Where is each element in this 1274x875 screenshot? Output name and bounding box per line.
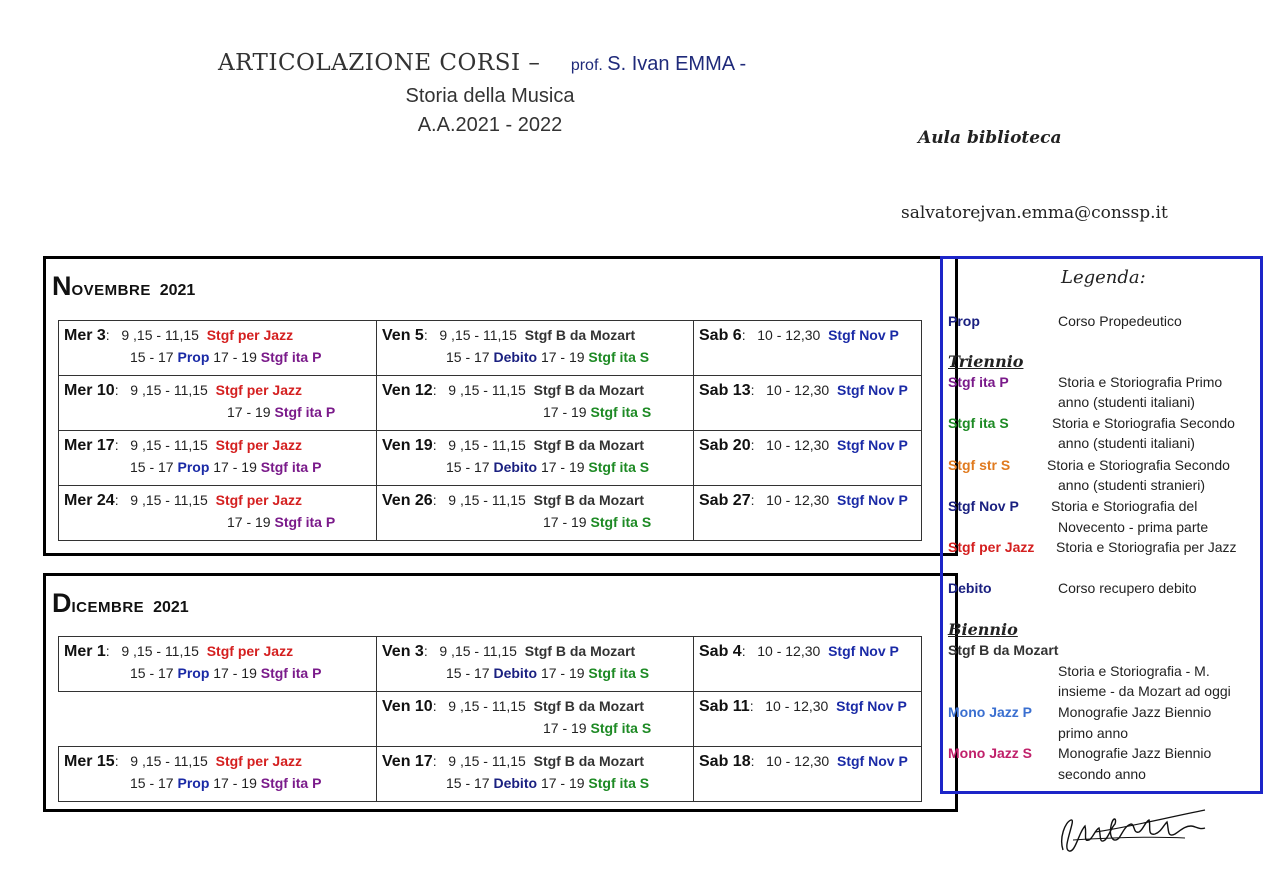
schedule-cell-ven: Ven 5: 9 ,15 - 11,15 Stgf B da Mozart 15 - 17 Debito 17 - 19 Stgf ita S [377,321,694,376]
schedule-cell-sab: Sab 6: 10 - 12,30 Stgf Nov P [694,321,922,376]
time-slot: 17 - 19 [540,665,585,681]
legend-desc-mono-s-2: secondo anno [1058,766,1146,782]
time-slot: 9 ,15 - 11,15 [448,437,526,453]
month-title-december: DICEMBRE 2021 [52,588,189,618]
course-code: Stgf Nov P [837,382,908,398]
time-slot: 17 - 19 [227,514,271,530]
schedule-cell-sab: Sab 18: 10 - 12,30 Stgf Nov P [694,747,922,802]
legend-code-str-s: Stgf str S [948,457,1011,473]
legend-title: Legenda: [1061,267,1146,288]
day-label: Mer 10 [64,382,115,399]
schedule-cell-ven: Ven 17: 9 ,15 - 11,15 Stgf B da Mozart 15 - 17 Debito 17 - 19 Stgf ita S [377,747,694,802]
legend-code-ita-s: Stgf ita S [948,415,1009,431]
schedule-row [59,637,922,692]
legend-desc-str-s-2: anno (studenti stranieri) [1058,477,1206,493]
legend-desc-nov-p-1: Storia e Storiografia del [1051,498,1198,514]
legend-desc-prop: Corso Propedeutico [1058,313,1182,329]
legend-code-ita-p: Stgf ita P [948,374,1009,390]
legend-desc-mozart-2: insieme - da Mozart ad oggi [1058,683,1231,699]
november-schedule [43,256,958,556]
day-label: Ven 5 [382,327,424,344]
schedule-cell-ven: Ven 26: 9 ,15 - 11,15 Stgf B da Mozart 17 - 19 Stgf ita S [377,486,694,541]
schedule-row [59,692,922,747]
academic-year: A.A.2021 - 2022 [417,114,563,136]
legend-section-biennio: Biennio [948,620,1018,639]
course-code: Stgf per Jazz [215,492,302,508]
time-slot: 15 - 17 [446,775,490,791]
time-slot: 9 ,15 - 11,15 [439,327,517,343]
course-code: Debito [493,459,538,475]
course-code: Stgf B da Mozart [524,327,636,343]
course-code: Stgf ita S [588,775,650,791]
time-slot: 9 ,15 - 11,15 [121,327,199,343]
legend-code-mono-s: Mono Jazz S [948,745,1033,761]
legend-desc-ita-p-2: anno (studenti italiani) [1058,394,1195,410]
schedule-cell-ven: Ven 19: 9 ,15 - 11,15 Stgf B da Mozart 15 - 17 Debito 17 - 19 Stgf ita S [377,431,694,486]
time-slot: 17 - 19 [213,459,257,475]
course-code: Stgf B da Mozart [533,753,645,769]
november-table [58,320,922,541]
day-label: Ven 26 [382,492,433,509]
legend-desc-nov-p-2: Novecento - prima parte [1058,519,1209,535]
course-code: Debito [493,775,538,791]
course-code: Stgf Nov P [828,327,899,343]
course-code: Stgf ita S [590,404,652,420]
time-slot: 10 - 12,30 [757,643,821,659]
day-label: Mer 17 [64,437,115,454]
course-code: Stgf per Jazz [206,327,294,343]
course-code: Stgf Nov P [828,643,899,659]
course-code: Stgf per Jazz [206,643,294,659]
legend-desc-ita-p-1: Storia e Storiografia Primo [1058,374,1223,390]
schedule-cell-mer: Mer 1: 9 ,15 - 11,15 Stgf per Jazz 15 - 17 Prop 17 - 19 Stgf ita P [59,637,377,692]
day-label: Sab 18 [699,753,751,770]
schedule-row [59,376,922,431]
time-slot: 10 - 12,30 [757,327,821,343]
schedule-cell-mer: Mer 3: 9 ,15 - 11,15 Stgf per Jazz 15 - 17 Prop 17 - 19 Stgf ita P [59,321,377,376]
day-label: Mer 24 [64,492,115,509]
legend-desc-mono-s-1: Monografie Jazz Biennio [1058,745,1212,761]
time-slot: 15 - 17 [130,459,174,475]
time-slot: 15 - 17 [446,665,490,681]
schedule-row [59,486,922,541]
day-label: Ven 17 [382,753,433,770]
legend-section-triennio: Triennio [948,352,1024,371]
schedule-cell-mer: Mer 24: 9 ,15 - 11,15 Stgf per Jazz 17 - 19 Stgf ita P [59,486,377,541]
time-slot: 17 - 19 [540,775,585,791]
course-code: Prop [177,775,210,791]
day-label: Ven 19 [382,437,433,454]
schedule-cell-sab: Sab 11: 10 - 12,30 Stgf Nov P [694,692,922,747]
prof-label: prof. [570,57,603,74]
time-slot: 17 - 19 [540,459,585,475]
course-code: Stgf Nov P [837,753,908,769]
course-code: Stgf B da Mozart [533,492,645,508]
time-slot: 15 - 17 [130,665,174,681]
title-main: ARTICOLAZIONE CORSI – [218,50,541,76]
legend-desc-jazz: Storia e Storiografia per Jazz [1056,539,1237,555]
document-title [218,50,746,76]
time-slot: 9 ,15 - 11,15 [448,698,526,714]
course-code: Stgf per Jazz [215,382,302,398]
day-label: Ven 10 [382,698,433,715]
legend-box [940,256,1263,794]
course-code: Stgf ita S [590,720,652,736]
time-slot: 9 ,15 - 11,15 [130,437,208,453]
course-code: Stgf B da Mozart [533,437,645,453]
time-slot: 9 ,15 - 11,15 [130,492,208,508]
course-code: Prop [177,459,210,475]
time-slot: 9 ,15 - 11,15 [439,643,517,659]
course-code: Prop [177,349,210,365]
course-code: Stgf Nov P [837,437,908,453]
time-slot: 15 - 17 [130,349,174,365]
time-slot: 15 - 17 [446,459,490,475]
legend-code-mono-p: Mono Jazz P [948,704,1033,720]
schedule-cell-ven: Ven 10: 9 ,15 - 11,15 Stgf B da Mozart 17 - 19 Stgf ita S [377,692,694,747]
legend-desc-mono-p-1: Monografie Jazz Biennio [1058,704,1212,720]
legend-desc-debito: Corso recupero debito [1058,580,1197,596]
legend-code-debito: Debito [948,580,992,596]
schedule-row [59,747,922,802]
legend-desc-ita-s-2: anno (studenti italiani) [1058,435,1195,451]
time-slot: 17 - 19 [213,665,257,681]
time-slot: 9 ,15 - 11,15 [448,492,526,508]
course-code: Debito [493,665,538,681]
day-label: Sab 4 [699,643,742,660]
time-slot: 10 - 12,30 [766,382,830,398]
time-slot: 17 - 19 [213,775,257,791]
legend-desc-str-s-1: Storia e Storiografia Secondo [1047,457,1230,473]
day-label: Sab 13 [699,382,751,399]
course-code: Stgf ita S [588,459,650,475]
day-label: Sab 11 [699,698,750,715]
schedule-cell-mer [59,692,377,747]
time-slot: 9 ,15 - 11,15 [130,382,208,398]
schedule-cell-sab: Sab 4: 10 - 12,30 Stgf Nov P [694,637,922,692]
month-title-november: NOVEMBRE 2021 [52,271,196,301]
course-code: Stgf ita P [274,404,336,420]
time-slot: 15 - 17 [130,775,174,791]
handwritten-signature [1055,800,1210,860]
time-slot: 17 - 19 [227,404,271,420]
course-code: Stgf B da Mozart [533,698,645,714]
course-code: Stgf B da Mozart [524,643,636,659]
schedule-row [59,431,922,486]
prof-name: S. Ivan EMMA - [607,53,747,75]
day-label: Mer 3 [64,327,106,344]
time-slot: 17 - 19 [543,514,587,530]
schedule-cell-ven: Ven 3: 9 ,15 - 11,15 Stgf B da Mozart 15 - 17 Debito 17 - 19 Stgf ita S [377,637,694,692]
time-slot: 15 - 17 [446,349,490,365]
legend-desc-mozart-1: Storia e Storiografia - M. [1058,663,1210,679]
course-code: Stgf ita P [260,775,322,791]
course-code: Stgf ita P [260,459,322,475]
course-code: Stgf per Jazz [215,753,302,769]
schedule-cell-sab: Sab 20: 10 - 12,30 Stgf Nov P [694,431,922,486]
course-code: Stgf ita S [588,665,650,681]
day-label: Ven 12 [382,382,433,399]
day-label: Mer 15 [64,753,115,770]
time-slot: 10 - 12,30 [766,437,830,453]
course-code: Debito [493,349,538,365]
course-code: Stgf ita P [260,349,322,365]
december-table [58,636,922,802]
contact-email[interactable]: salvatorejvan.emma@conssp.it [901,203,1168,223]
legend-desc-ita-s-1: Storia e Storiografia Secondo [1052,415,1235,431]
day-label: Mer 1 [64,643,106,660]
december-schedule [43,573,958,812]
time-slot: 10 - 12,30 [766,492,830,508]
schedule-cell-sab: Sab 27: 10 - 12,30 Stgf Nov P [694,486,922,541]
schedule-cell-sab: Sab 13: 10 - 12,30 Stgf Nov P [694,376,922,431]
day-label: Sab 6 [699,327,742,344]
course-code: Stgf B da Mozart [533,382,645,398]
day-label: Sab 20 [699,437,751,454]
course-code: Stgf ita P [260,665,322,681]
time-slot: 9 ,15 - 11,15 [448,382,526,398]
time-slot: 9 ,15 - 11,15 [130,753,208,769]
legend-desc-mono-p-2: primo anno [1058,725,1129,741]
time-slot: 9 ,15 - 11,15 [448,753,526,769]
course-code: Prop [177,665,210,681]
legend-code-mozart: Stgf B da Mozart [948,642,1059,658]
legend-code-prop: Prop [948,313,980,329]
course-code: Stgf Nov P [837,492,908,508]
time-slot: 10 - 12,30 [766,753,830,769]
room-label: Aula biblioteca [918,128,1062,148]
legend-code-nov-p: Stgf Nov P [948,498,1019,514]
legend-code-jazz: Stgf per Jazz [948,539,1035,555]
day-label: Ven 3 [382,643,424,660]
course-code: Stgf per Jazz [215,437,302,453]
schedule-cell-ven: Ven 12: 9 ,15 - 11,15 Stgf B da Mozart 17 - 19 Stgf ita S [377,376,694,431]
time-slot: 17 - 19 [543,404,587,420]
schedule-row [59,321,922,376]
schedule-cell-mer: Mer 17: 9 ,15 - 11,15 Stgf per Jazz 15 - 17 Prop 17 - 19 Stgf ita P [59,431,377,486]
course-subtitle: Storia della Musica [405,85,575,107]
time-slot: 17 - 19 [213,349,257,365]
time-slot: 17 - 19 [540,349,585,365]
day-label: Sab 27 [699,492,751,509]
time-slot: 9 ,15 - 11,15 [121,643,199,659]
schedule-cell-mer: Mer 10: 9 ,15 - 11,15 Stgf per Jazz 17 - 19 Stgf ita P [59,376,377,431]
schedule-cell-mer: Mer 15: 9 ,15 - 11,15 Stgf per Jazz 15 - 17 Prop 17 - 19 Stgf ita P [59,747,377,802]
time-slot: 10 - 12,30 [765,698,829,714]
course-code: Stgf ita S [590,514,652,530]
course-code: Stgf Nov P [836,698,907,714]
course-code: Stgf ita P [274,514,336,530]
time-slot: 17 - 19 [543,720,587,736]
course-code: Stgf ita S [588,349,650,365]
